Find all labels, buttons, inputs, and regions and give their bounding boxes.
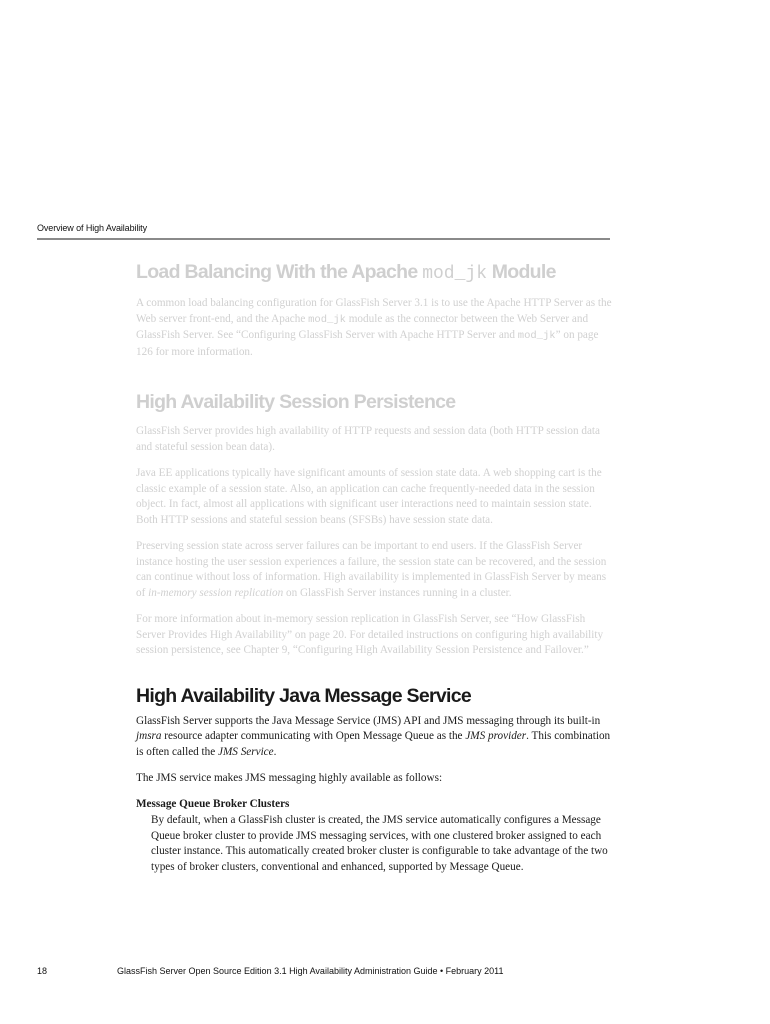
paragraph: For more information about in-memory session replication in GlassFish Server, see “How GlassFish Server Provides High Availability” on page 20. For detailed instructions on configuring high availability session persistence, see Chapter 9, “Configuring High Availability Session Persistence and Failover.”	[136, 613, 604, 657]
text-run: . This combination is often called the	[136, 730, 611, 759]
paragraph	[136, 714, 612, 761]
heading-code: mod_jk	[422, 264, 487, 284]
emphasis: jmsra	[136, 730, 162, 743]
footer-title: GlassFish Server Open Source Edition 3.1 High Availability Administration Guide • February 2011	[117, 966, 504, 976]
definition-term: Message Queue Broker Clusters	[136, 798, 290, 811]
heading-text: Module	[487, 261, 556, 283]
text-run: on GlassFish Server instances running in a cluster.	[283, 586, 512, 599]
paragraph: The JMS service makes JMS messaging highly available as follows:	[136, 772, 443, 785]
section-heading-jms: High Availability Java Message Service	[136, 684, 472, 707]
section-heading-session-persistence: High Availability Session Persistence	[136, 391, 456, 414]
section-load-balancing	[136, 258, 612, 360]
emphasis: JMS Service	[218, 746, 274, 759]
paragraph: Java EE applications typically have significant amounts of session state data. A web shopping cart is the classic example of a session state. Also, an application can cache frequently-needed data in the session object. In fact, almost all applications with significant user interactions need to maintain session state. Both HTTP sessions and stateful session beans (SFSBs) have session state data.	[136, 467, 602, 526]
page-number: 18	[37, 966, 48, 976]
text-run: Preserving session state across server failures can be important to end users. If the GlassFish Server instance hosting the user session experiences a failure, the session state can be recovered, and the session can continue without loss of information. High availability is implemented in GlassFish Server by means of	[136, 540, 607, 599]
running-head: Overview of High Availability	[37, 223, 610, 240]
inline-code: mod_jk	[308, 313, 346, 326]
text-run: ” on page 126 for more information.	[136, 329, 599, 358]
definition-description: By default, when a GlassFish cluster is created, the JMS service automatically configures a Message Queue broker cluster to provide JMS messaging services, with one clustered broker assigned to each cluster instance. This automatically created broker cluster is configurable to take advantage of the two types of broker clusters, conventional and enhanced, supported by Message Queue.	[151, 814, 608, 873]
paragraph	[136, 539, 612, 601]
emphasis: JMS provider	[465, 730, 527, 743]
section-jms	[136, 682, 612, 876]
section-heading-load-balancing	[136, 258, 612, 288]
text-run: .	[273, 746, 277, 759]
page-content	[136, 258, 612, 875]
emphasis: in-memory session replication	[148, 586, 284, 599]
cross-reference-link[interactable]: module as the connector between the Web Server and GlassFish Server. See “Configuring GlassFish Server with Apache HTTP Server and	[136, 312, 589, 342]
text-run: resource adapter communicating with Open Message Queue as the	[161, 730, 466, 743]
section-session-persistence	[136, 388, 612, 659]
paragraph	[136, 296, 612, 360]
heading-text: Load Balancing With the Apache	[136, 261, 423, 283]
text-run: A common load balancing configuration for GlassFish Server 3.1 is to use the Apache HTTP Server as the Web server front-end, and the Apache	[136, 297, 612, 325]
paragraph: GlassFish Server provides high availability of HTTP requests and session data (both HTTP session data and stateful session bean data).	[136, 425, 601, 453]
inline-code: mod_jk	[517, 330, 556, 343]
text-run: GlassFish Server supports the Java Message Service (JMS) API and JMS messaging through its built-in	[136, 714, 601, 727]
